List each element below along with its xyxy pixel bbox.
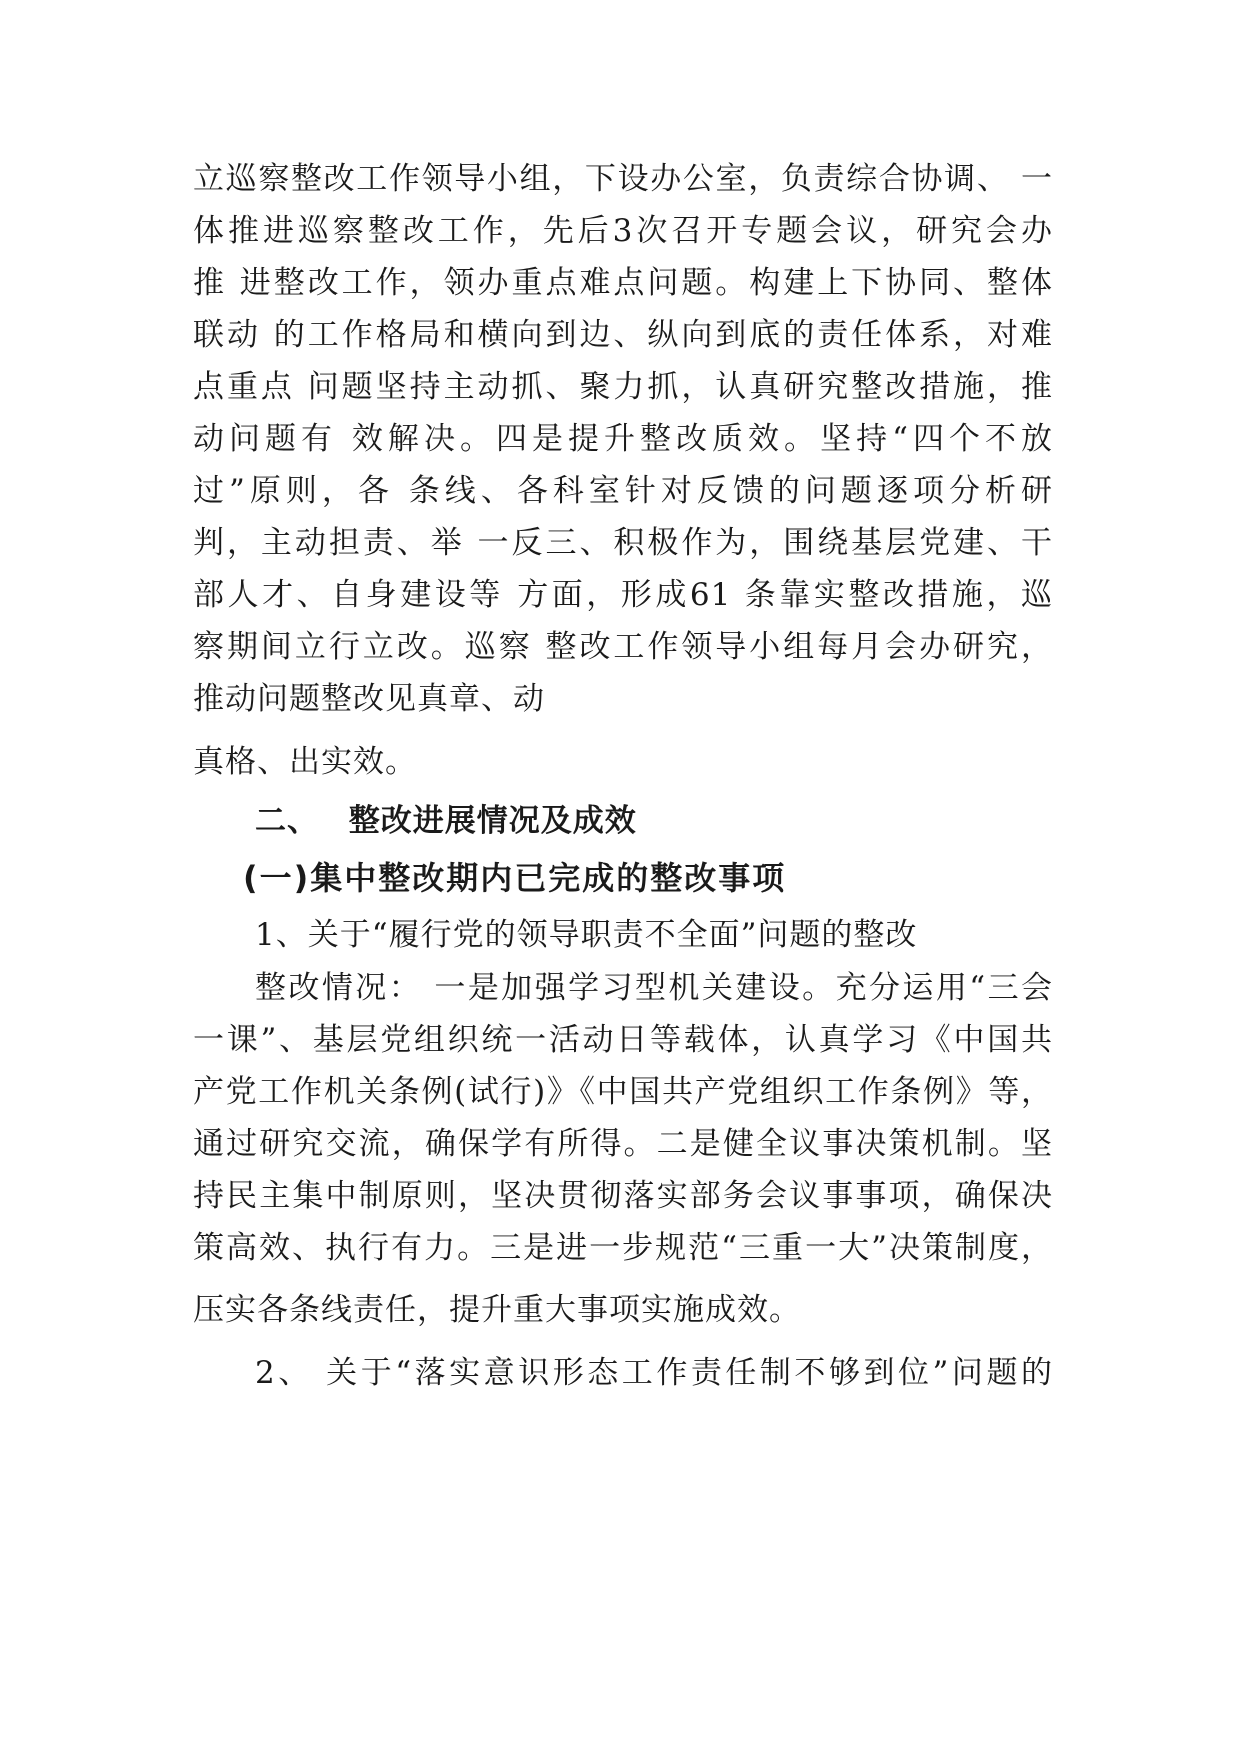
item-body-line: 通过研究交流，确保学有所得。二是健全议事决策机制。坚: [193, 1126, 1053, 1162]
section-heading: 二、 整改进展情况及成效: [255, 803, 637, 839]
paragraph-line: 联动 的工作格局和横向到边、纵向到底的责任体系，对难: [193, 317, 1053, 353]
item-body-line: 策高效、执行有力。三是进一步规范“三重一大”决策制度，: [193, 1230, 1053, 1266]
subsection-heading: (一)集中整改期内已完成的整改事项: [243, 859, 787, 897]
item-body-line: 整改情况： 一是加强学习型机关建设。充分运用“三会: [255, 970, 1053, 1006]
item-title: 1、关于“履行党的领导职责不全面”问题的整改: [255, 917, 918, 953]
paragraph-line: 点重点 问题坚持主动抓、聚力抓，认真研究整改措施，推: [193, 369, 1053, 405]
paragraph-line: 部人才、自身建设等 方面，形成61 条靠实整改措施，巡: [193, 577, 1053, 613]
item-body-line: 持民主集中制原则，坚决贯彻落实部务会议事事项，确保决: [193, 1178, 1053, 1214]
item-body-line: 一课”、基层党组织统一活动日等载体，认真学习《中国共: [193, 1022, 1053, 1058]
item-body-line: 产党工作机关条例(试行)》《中国共产党组织工作条例》等，: [193, 1074, 1053, 1110]
paragraph-tail: 真格、出实效。: [193, 744, 417, 780]
paragraph-line: 体推进巡察整改工作，先后3次召开专题会议，研究会办: [193, 213, 1053, 249]
paragraph-line: 察期间立行立改。巡察 整改工作领导小组每月会办研究，: [193, 629, 1053, 665]
paragraph-line: 推动问题整改见真章、动: [193, 681, 545, 717]
item-title: 2、 关于“落实意识形态工作责任制不够到位”问题的: [255, 1355, 1053, 1391]
item-body-tail: 压实各条线责任，提升重大事项实施成效。: [193, 1292, 801, 1328]
paragraph-line: 过”原则，各 条线、各科室针对反馈的问题逐项分析研: [193, 473, 1053, 509]
paragraph-line: 立巡察整改工作领导小组，下设办公室，负责综合协调、 一: [193, 161, 1053, 197]
paragraph-line: 推 进整改工作，领办重点难点问题。构建上下协同、整体: [193, 265, 1053, 301]
paragraph-line: 判，主动担责、举 一反三、积极作为，围绕基层党建、干: [193, 525, 1053, 561]
paragraph-line: 动问题有 效解决。四是提升整改质效。坚持“四个不放: [193, 421, 1053, 457]
